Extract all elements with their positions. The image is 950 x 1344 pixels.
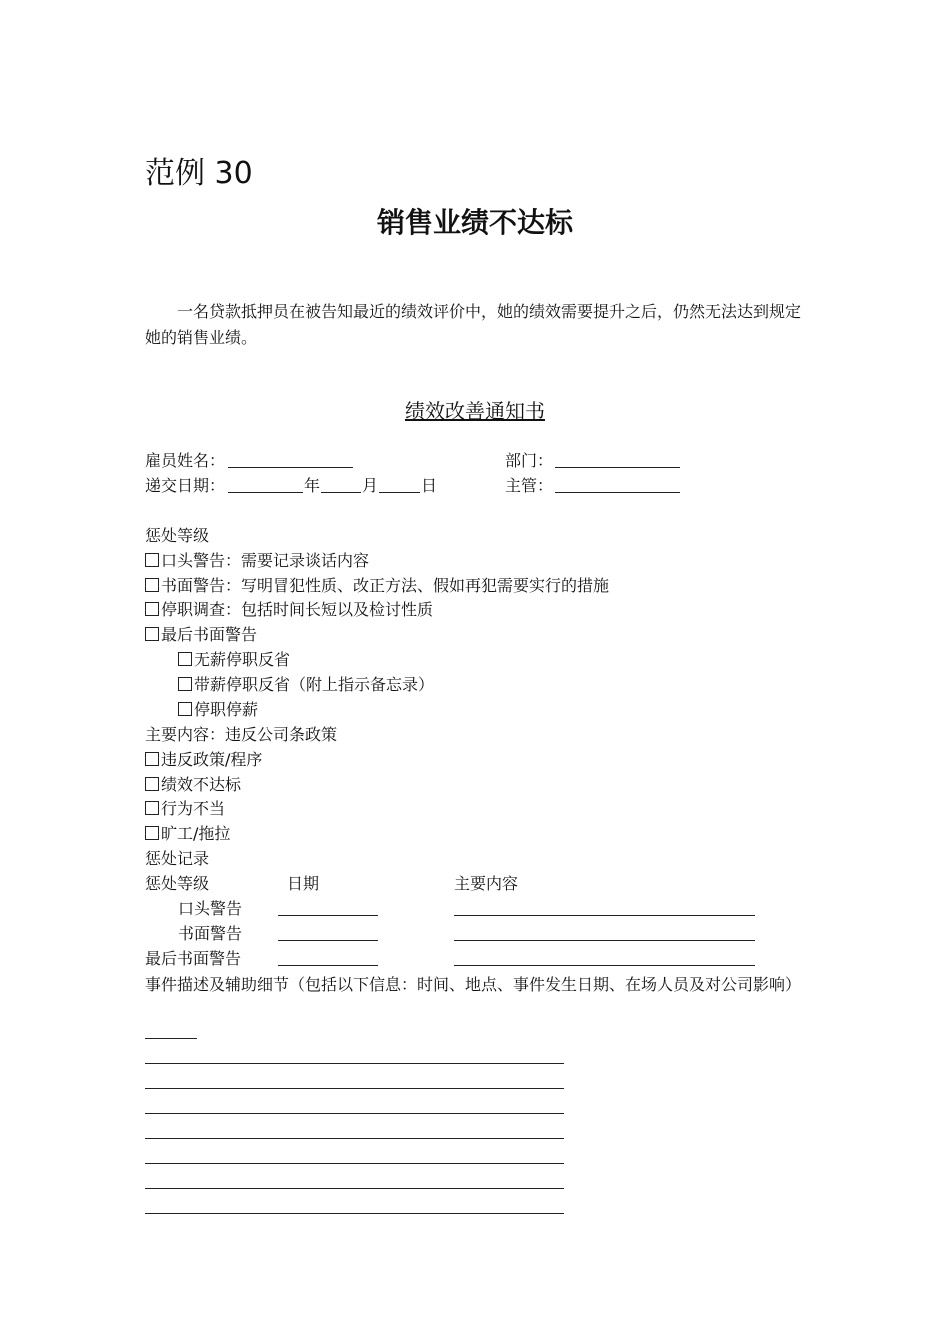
discipline-sub-option[interactable] [178,700,258,720]
checkbox[interactable] [145,627,159,641]
discipline-sub-option-label: 带薪停职反省（附上指示备忘录） [194,675,435,694]
violation-option[interactable] [145,824,230,844]
incident-line[interactable] [145,1038,197,1039]
record-heading: 惩处记录 [145,849,210,868]
incident-line[interactable] [145,1138,564,1139]
checkbox[interactable] [145,826,159,840]
discipline-option-label: 最后书面警告 [161,625,258,644]
violation-option-label: 绩效不达标 [161,775,242,794]
intro-paragraph: 一名贷款抵押员在被告知最近的绩效评价中，她的绩效需要提升之后，仍然无法达到规定她的销售业绩。 [145,302,802,347]
example-label: 范例 30 [145,156,253,191]
supervisor-label: 主管： [505,476,554,495]
incident-line[interactable] [145,1213,564,1214]
violation-option[interactable] [145,799,225,819]
form-title: 绩效改善通知书 [405,399,545,423]
checkbox[interactable] [145,578,159,592]
discipline-sub-option-label: 停职停薪 [194,700,259,719]
discipline-sub-option[interactable] [178,650,290,670]
incident-description-label: 事件描述及辅助细节（包括以下信息：时间、地点、事件发生日期、在场人员及对公司影响） [145,975,802,994]
submit-month-field[interactable] [321,492,361,493]
submit-year-field[interactable] [228,492,303,493]
record-col-date: 日期 [287,874,320,893]
checkbox[interactable] [145,602,159,616]
violation-option[interactable] [145,750,262,770]
discipline-option[interactable] [145,551,369,571]
discipline-option[interactable] [145,600,433,620]
record-row-label: 书面警告 [178,924,243,943]
discipline-option-label: 停职调查：包括时间长短以及检讨性质 [161,600,434,619]
day-label: 日 [421,476,438,495]
record-col-level: 惩处等级 [145,874,210,893]
record-date-field[interactable] [278,965,378,966]
checkbox[interactable] [178,702,192,716]
violation-option[interactable] [145,775,241,795]
record-col-content: 主要内容 [454,874,519,893]
year-label: 年 [304,476,321,495]
checkbox[interactable] [145,553,159,567]
incident-line[interactable] [145,1188,564,1189]
discipline-option[interactable] [145,625,257,645]
supervisor-field[interactable] [555,492,680,493]
department-label: 部门： [505,451,554,470]
violation-option-label: 违反政策/程序 [161,750,263,769]
employee-name-field[interactable] [228,467,353,468]
record-content-field[interactable] [454,965,755,966]
incident-line[interactable] [145,1088,564,1089]
violation-option-label: 行为不当 [161,799,226,818]
incident-line[interactable] [145,1063,564,1064]
discipline-option-label: 口头警告：需要记录谈话内容 [161,551,370,570]
discipline-level-heading: 惩处等级 [145,526,210,545]
record-row-label: 口头警告 [178,899,243,918]
checkbox[interactable] [178,652,192,666]
record-row-label: 最后书面警告 [145,949,242,968]
record-content-field[interactable] [454,940,755,941]
discipline-sub-option[interactable] [178,675,434,695]
record-date-field[interactable] [278,940,378,941]
record-date-field[interactable] [278,915,378,916]
checkbox[interactable] [145,752,159,766]
checkbox[interactable] [145,777,159,791]
employee-name-label: 雇员姓名： [145,451,226,470]
discipline-option-label: 书面警告：写明冒犯性质、改正方法、假如再犯需要实行的措施 [161,576,610,595]
document-title: 销售业绩不达标 [376,206,573,239]
month-label: 月 [362,476,379,495]
checkbox[interactable] [178,677,192,691]
main-content-heading: 主要内容：违反公司条政策 [145,725,338,744]
discipline-sub-option-label: 无薪停职反省 [194,650,291,669]
department-field[interactable] [555,467,680,468]
discipline-option[interactable] [145,576,609,596]
checkbox[interactable] [145,801,159,815]
record-content-field[interactable] [454,915,755,916]
violation-option-label: 旷工/拖拉 [161,824,231,843]
submit-date-label: 递交日期： [145,476,226,495]
incident-line[interactable] [145,1113,564,1114]
incident-line[interactable] [145,1163,564,1164]
submit-day-field[interactable] [379,492,420,493]
